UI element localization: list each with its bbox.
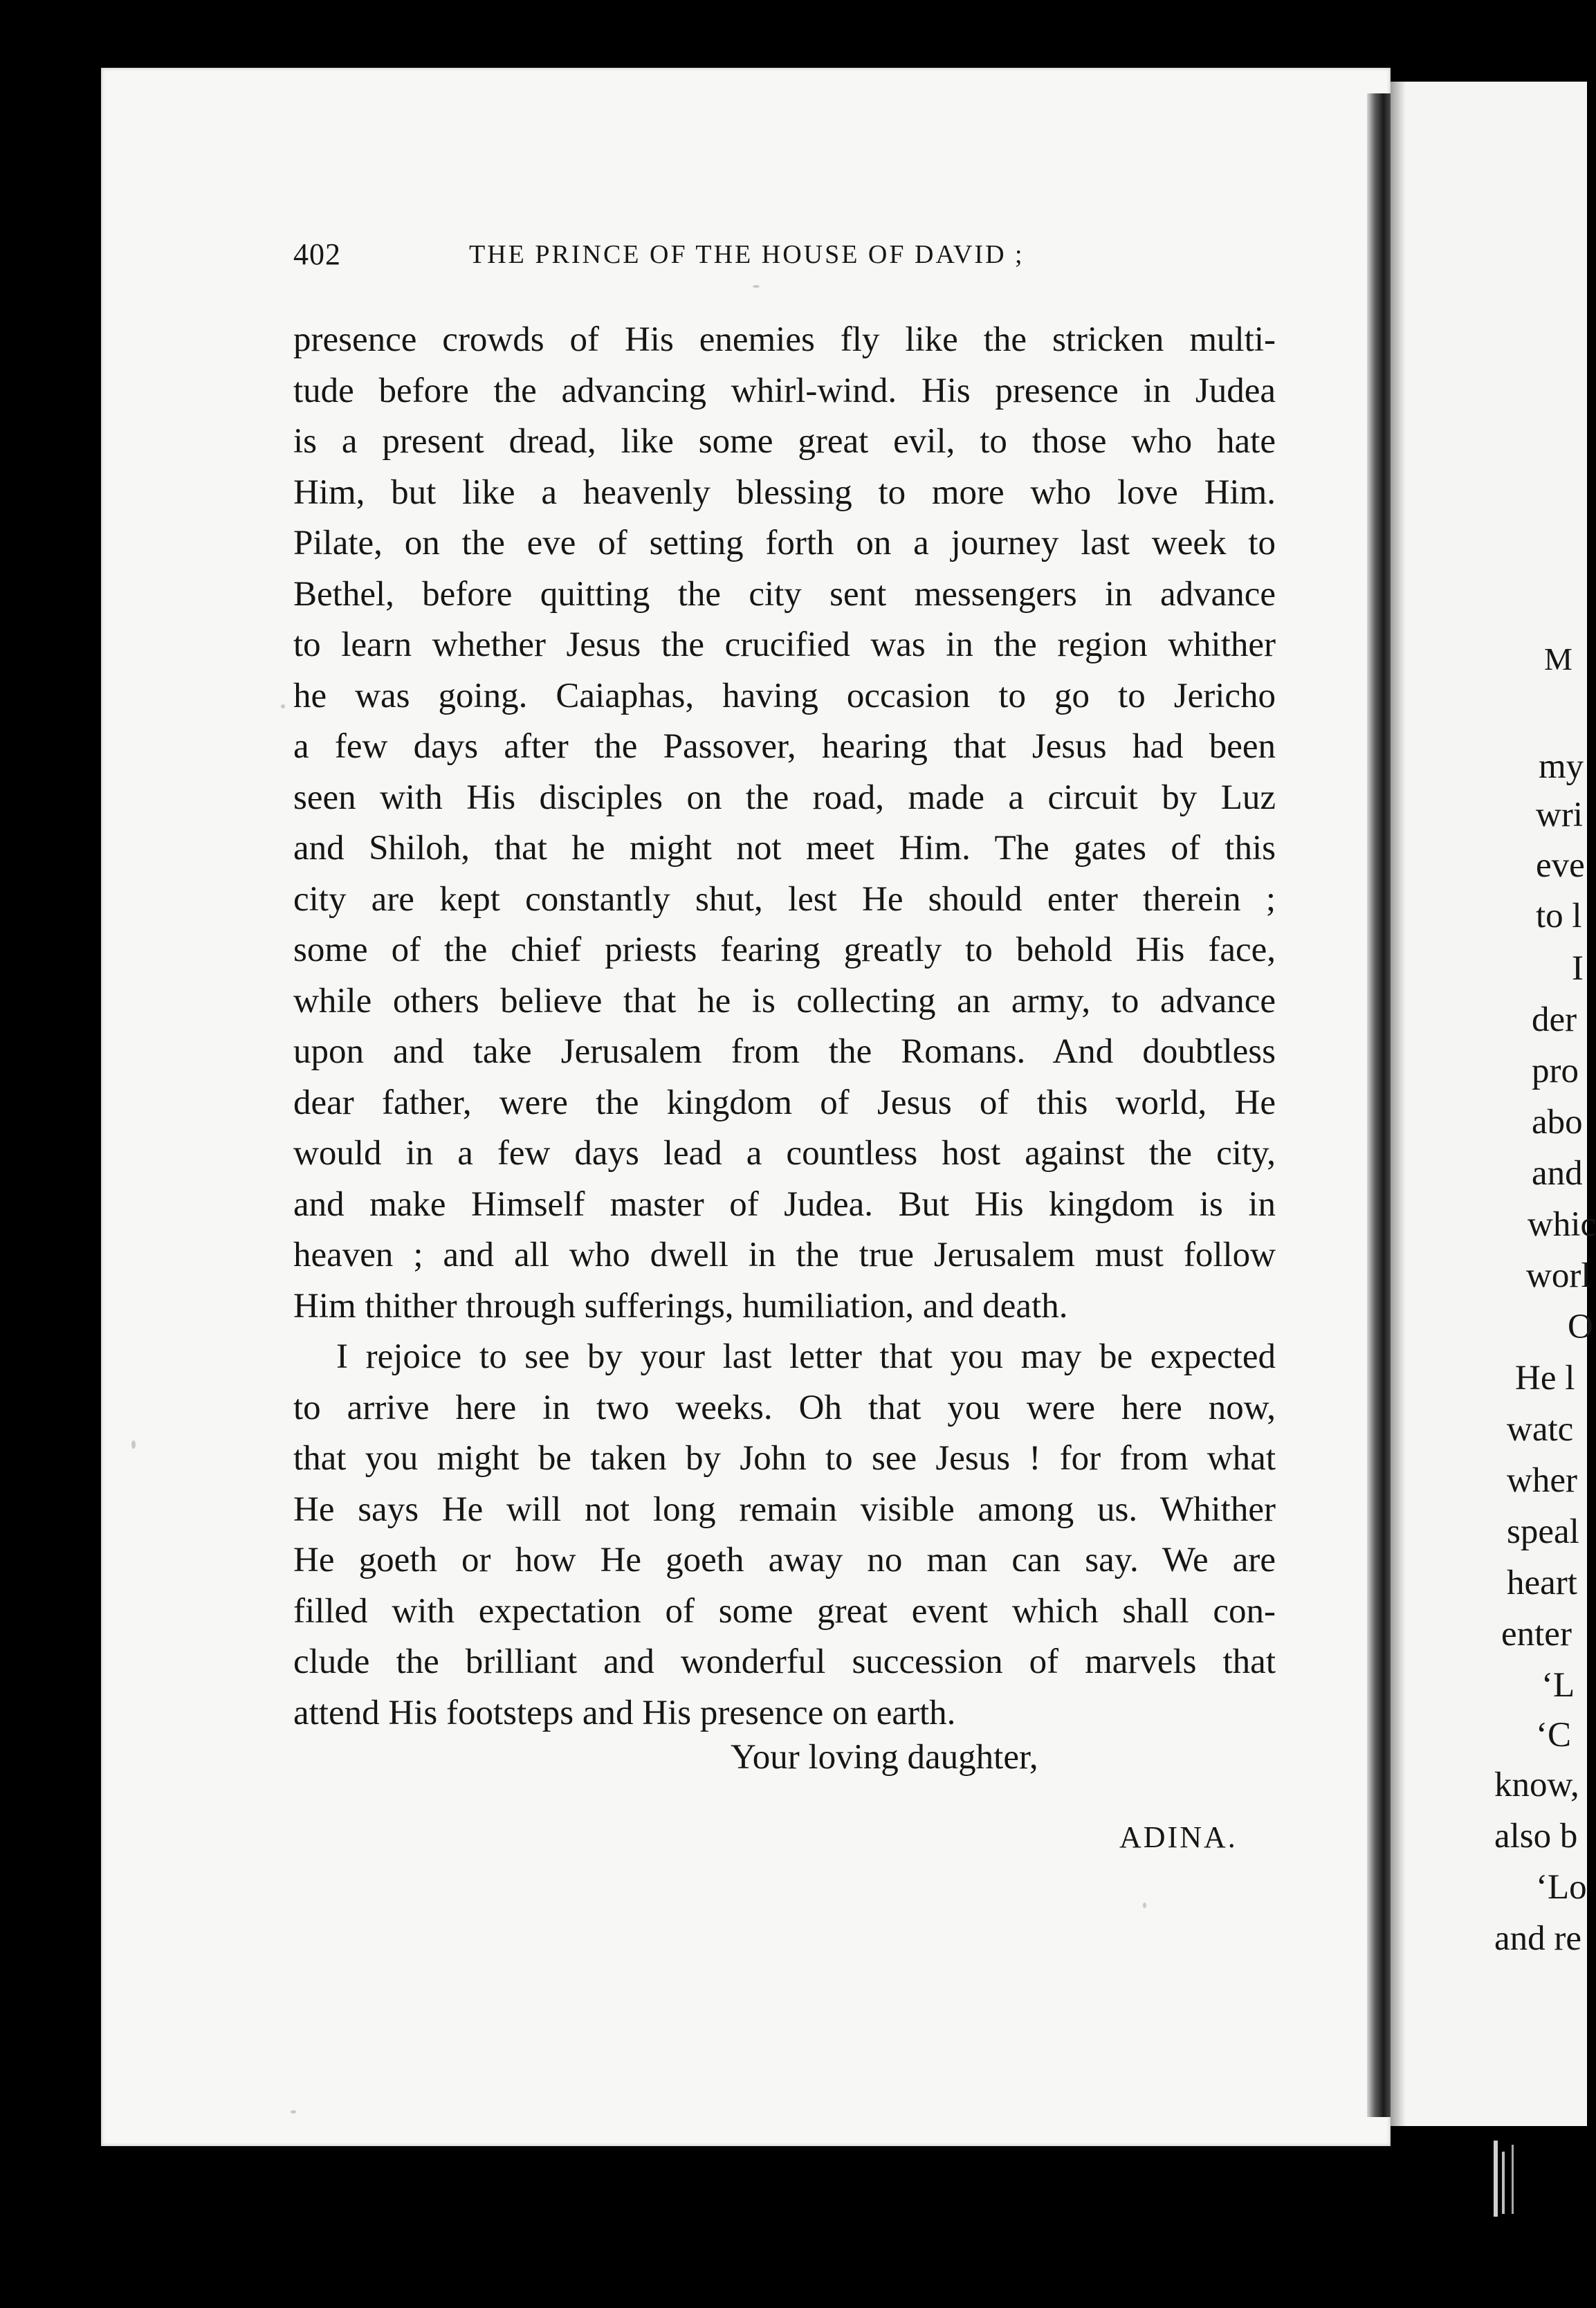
text-line: He says He will not long remain visible among us. Whither	[293, 1490, 1276, 1529]
text-line: some of the chief priests fearing greatly to behold His face,	[293, 931, 1276, 969]
scan-speck	[753, 285, 760, 288]
text-line: presence crowds of His enemies fly like the stricken multi-	[293, 320, 1276, 359]
facing-fragment: whic	[1528, 1205, 1596, 1244]
facing-fragment: pro	[1532, 1052, 1579, 1090]
text-line: Pilate, on the eve of setting forth on a journey last week to	[293, 524, 1276, 562]
facing-fragment: M	[1544, 641, 1572, 677]
facing-fragment: and re	[1494, 1919, 1582, 1958]
text-line: Him thither through sufferings, humiliation, and death.	[293, 1286, 1068, 1326]
text-line: dear father, were the kingdom of Jesus of this world, He	[293, 1083, 1276, 1122]
text-line: filled with expectation of some great event which shall con-	[293, 1591, 1276, 1631]
facing-fragment: eve	[1536, 846, 1585, 885]
text-line: seen with His disciples on the road, made a circuit by Luz	[293, 778, 1276, 817]
running-head	[293, 237, 1303, 278]
body-text	[293, 315, 1276, 1739]
facing-fragment: der	[1532, 1000, 1577, 1039]
scan-speck	[131, 1440, 136, 1449]
text-line: to learn whether Jesus the crucified was in the region whither	[293, 625, 1276, 664]
scan-speck	[291, 2110, 296, 2114]
text-line: a few days after the Passover, hearing that Jesus had been	[293, 727, 1276, 766]
text-line: while others believe that he is collecting an army, to advance	[293, 981, 1276, 1020]
facing-fragment: wri	[1536, 796, 1583, 834]
page-number: 402	[293, 237, 341, 271]
text-line: Bethel, before quitting the city sent messengers in advance	[293, 574, 1276, 614]
text-line: to arrive here in two weeks. Oh that you were here now,	[293, 1388, 1276, 1427]
text-line: tude before the advancing whirl-wind. His presence in Judea	[293, 371, 1276, 410]
facing-fragment: abo	[1532, 1103, 1583, 1142]
facing-fragment: watc	[1507, 1410, 1574, 1449]
page-edge-marks	[1491, 2138, 1532, 2221]
facing-fragment: speal	[1507, 1512, 1579, 1551]
facing-fragment: enter	[1501, 1615, 1572, 1654]
facing-fragment: to l	[1536, 897, 1582, 935]
facing-fragment: ‘Lo	[1536, 1868, 1587, 1907]
facing-fragment: my	[1539, 747, 1584, 786]
text-line: He goeth or how He goeth away no man can say. We are	[293, 1541, 1276, 1579]
text-line: I rejoice to see by your last letter that you may be expected	[336, 1337, 1276, 1376]
facing-fragment: ‘C	[1536, 1716, 1571, 1755]
text-line: Him, but like a heavenly blessing to more who love Him.	[293, 473, 1276, 512]
text-line: he was going. Caiaphas, having occasion to go to Jericho	[293, 676, 1276, 715]
text-line: clude the brilliant and wonderful succession of marvels that	[293, 1642, 1276, 1681]
text-line: attend His footsteps and His presence on earth.	[293, 1693, 956, 1732]
text-line: city are kept constantly shut, lest He should enter therein ;	[293, 879, 1276, 919]
text-line: heaven ; and all who dwell in the true Jerusalem must follow	[293, 1236, 1276, 1274]
letter-signature: ADINA.	[1119, 1820, 1238, 1854]
text-line: and Shiloh, that he might not meet Him. The gates of this	[293, 829, 1276, 868]
scan-speck	[1143, 1903, 1146, 1908]
text-line: is a present dread, like some great evil, to those who hate	[293, 422, 1276, 461]
facing-fragment: heart	[1507, 1564, 1577, 1602]
text-line: upon and take Jerusalem from the Romans. And doubtless	[293, 1032, 1276, 1071]
facing-fragment: ‘L	[1541, 1666, 1575, 1705]
facing-fragment: O	[1568, 1308, 1593, 1346]
facing-fragment: worl	[1526, 1256, 1591, 1295]
gutter-shadow	[1391, 82, 1406, 2126]
facing-fragment: wher	[1507, 1461, 1577, 1500]
facing-fragment: He l	[1515, 1359, 1575, 1398]
text-line: would in a few days lead a countless host against the city,	[293, 1134, 1276, 1173]
facing-fragment: and	[1532, 1154, 1583, 1193]
book-gutter	[1367, 93, 1391, 2117]
text-line: and make Himself master of Judea. But His kingdom is in	[293, 1184, 1276, 1224]
facing-fragment: I	[1572, 949, 1584, 988]
running-title: THE PRINCE OF THE HOUSE OF DAVID ;	[469, 240, 1025, 269]
facing-fragment: also b	[1494, 1817, 1578, 1856]
scan-speck	[281, 704, 285, 708]
facing-fragment: know,	[1494, 1766, 1579, 1804]
letter-closing: Your loving daughter,	[731, 1738, 1038, 1777]
text-line: that you might be taken by John to see Jesus ! for from what	[293, 1439, 1276, 1478]
